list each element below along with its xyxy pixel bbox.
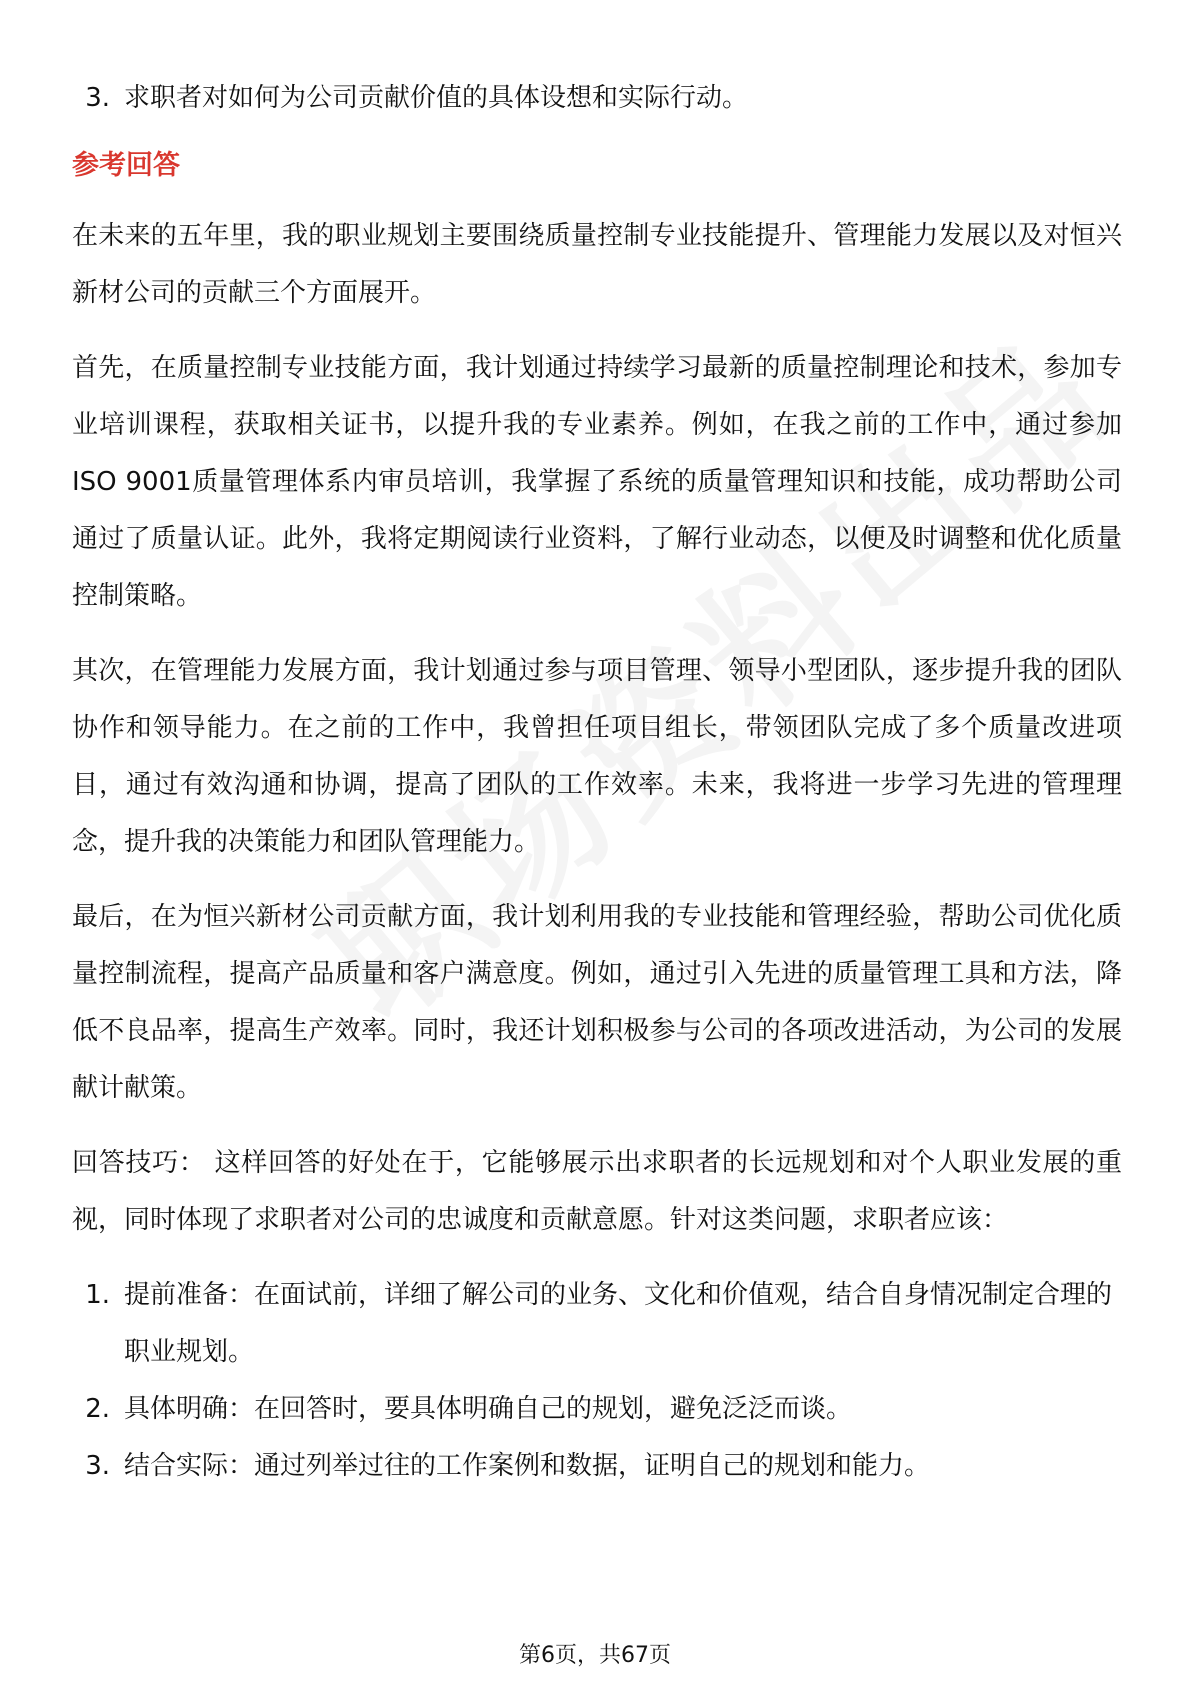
tip-item [72, 1381, 1122, 1438]
list-number: 3. [85, 83, 110, 113]
list-text: 提前准备：在面试前，详细了解公司的业务、文化和价值观，结合自身情况制定合理的职业规划。 [124, 1280, 1113, 1367]
tips-list [72, 1267, 1122, 1495]
list-number: 2. [85, 1394, 110, 1424]
tip-item [72, 1267, 1122, 1381]
section-title: 参考回答 [72, 150, 180, 181]
list-number: 3. [85, 1451, 110, 1481]
list-text: 具体明确：在回答时，要具体明确自己的规划，避免泛泛而谈。 [124, 1394, 853, 1424]
tip-item [72, 1438, 1122, 1495]
list-text: 结合实际：通过列举过往的工作案例和数据，证明自己的规划和能力。 [124, 1451, 931, 1481]
paragraph-skills: 首先，在质量控制专业技能方面，我计划通过持续学习最新的质量控制理论和技术，参加专业培训课程，获取相关证书，以提升我的专业素养。例如，在我之前的工作中，通过参加ISO 9001质量管理体系内审员培训，我掌握了系统的质量管理知识和技能，成功帮助公司通过了质量认证。此外，我将定期阅读行业资料，了解行业动态，以便及时调整和优化质量控制策略。 [72, 353, 1122, 611]
paragraph-management: 其次，在管理能力发展方面，我计划通过参与项目管理、领导小型团队，逐步提升我的团队协作和领导能力。在之前的工作中，我曾担任项目组长，带领团队完成了多个质量改进项目，通过有效沟通和协调，提高了团队的工作效率。未来，我将进一步学习先进的管理理念，提升我的决策能力和团队管理能力。 [72, 656, 1122, 857]
document-content [72, 70, 1122, 1495]
paragraph-intro: 在未来的五年里，我的职业规划主要围绕质量控制专业技能提升、管理能力发展以及对恒兴新材公司的贡献三个方面展开。 [72, 221, 1122, 308]
list-text: 求职者对如何为公司贡献价值的具体设想和实际行动。 [124, 83, 749, 113]
list-number: 1. [85, 1280, 110, 1310]
page-footer: 第6页，共67页 [519, 1643, 671, 1668]
paragraph-contribution: 最后，在为恒兴新材公司贡献方面，我计划利用我的专业技能和管理经验，帮助公司优化质量控制流程，提高产品质量和客户满意度。例如，通过引入先进的质量管理工具和方法，降低不良品率，提高生产效率。同时，我还计划积极参与公司的各项改进活动，为公司的发展献计献策。 [72, 902, 1122, 1103]
paragraph-tips-intro: 回答技巧： 这样回答的好处在于，它能够展示出求职者的长远规划和对个人职业发展的重视，同时体现了求职者对公司的忠诚度和贡献意愿。针对这类问题，求职者应该： [72, 1148, 1122, 1235]
question-list-item [72, 70, 1122, 127]
